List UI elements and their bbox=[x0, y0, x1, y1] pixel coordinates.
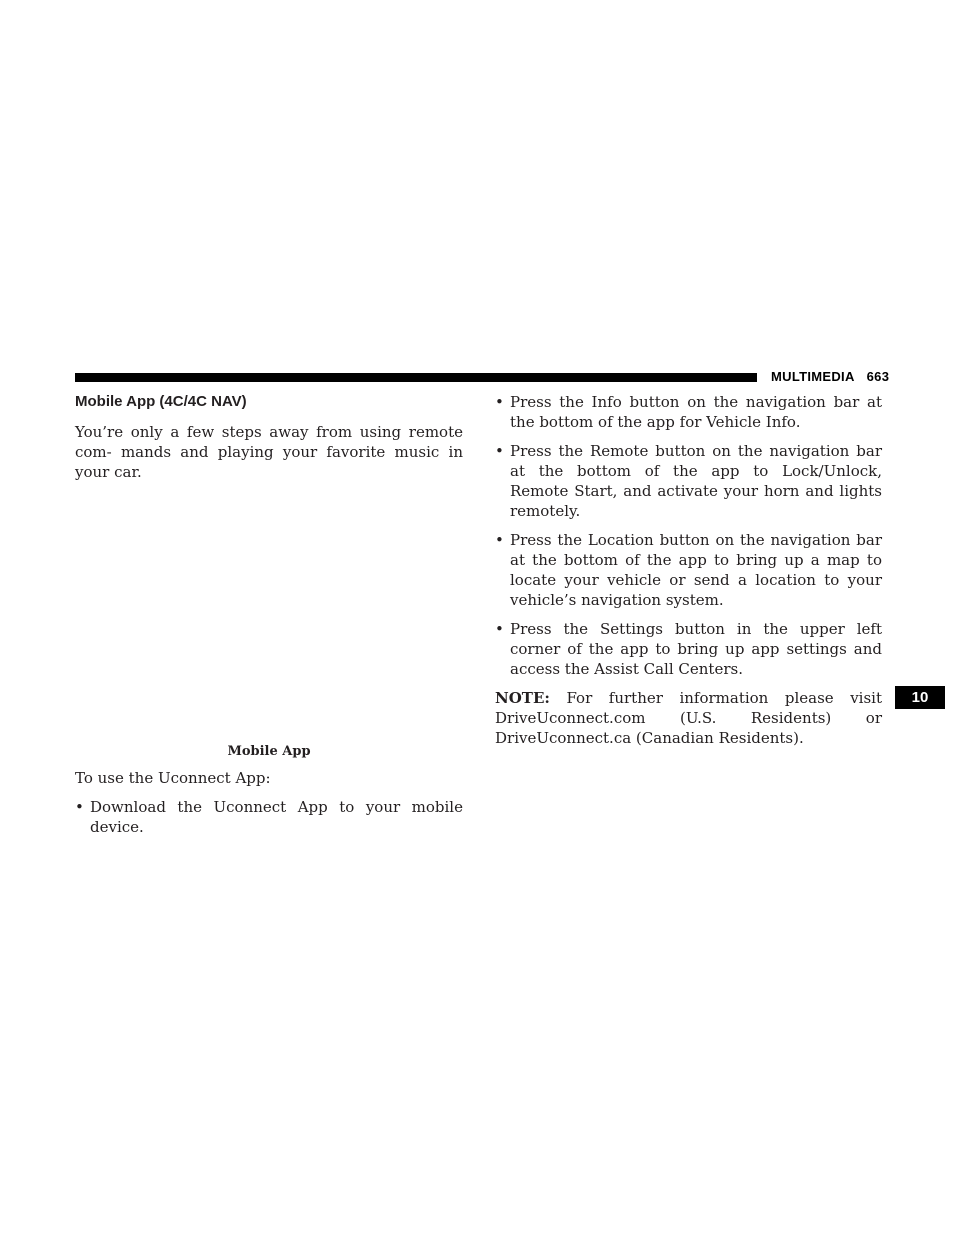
figure-area bbox=[75, 482, 463, 744]
chapter-tab: 10 bbox=[895, 686, 945, 709]
steps-intro: To use the Uconnect App: bbox=[75, 769, 271, 787]
figure-caption: Mobile App bbox=[227, 744, 311, 759]
bullet-icon: • bbox=[495, 620, 504, 638]
running-header bbox=[771, 369, 889, 384]
list-item bbox=[75, 797, 463, 837]
right-bullet-list bbox=[495, 392, 882, 679]
header-rule bbox=[75, 373, 757, 382]
bullet-icon: • bbox=[495, 442, 504, 460]
list-item-text: Download the Uconnect App to your mobile device. bbox=[90, 798, 463, 836]
list-item-text: Press the Info button on the navigation bar at the bottom of the app for Vehicle Info. bbox=[510, 393, 882, 431]
list-item bbox=[495, 392, 882, 432]
section-title: Mobile App (4C/4C NAV) bbox=[75, 393, 247, 410]
left-column bbox=[75, 392, 463, 846]
header-section: MULTIMEDIA bbox=[771, 369, 855, 384]
list-item-text: Press the Settings button in the upper left corner of the app to bring up app settings and access the Assist Call Centers. bbox=[510, 620, 882, 678]
note-paragraph bbox=[495, 688, 882, 748]
bullet-icon: • bbox=[75, 798, 84, 816]
intro-paragraph: You’re only a few steps away from using remote com- mands and playing your favorite music in your car. bbox=[75, 423, 463, 481]
right-column bbox=[495, 392, 882, 748]
list-item-text: Press the Remote button on the navigation bar at the bottom of the app to Lock/Unlock, Remote Start, and activate your horn and lights remotely. bbox=[510, 442, 882, 520]
list-item bbox=[495, 530, 882, 610]
list-item bbox=[495, 441, 882, 521]
note-text: For further information please visit DriveUconnect.com (U.S. Residents) or DriveUconnect.ca (Canadian Residents). bbox=[495, 689, 882, 747]
list-item-text: Press the Location button on the navigation bar at the bottom of the app to bring up a map to locate your vehicle or send a location to your vehicle’s navigation system. bbox=[510, 531, 882, 609]
bullet-icon: • bbox=[495, 531, 504, 549]
page-number: 663 bbox=[866, 369, 890, 384]
note-label: NOTE: bbox=[495, 689, 550, 707]
list-item bbox=[495, 619, 882, 679]
bullet-icon: • bbox=[495, 393, 504, 411]
left-bullet-list bbox=[75, 797, 463, 837]
